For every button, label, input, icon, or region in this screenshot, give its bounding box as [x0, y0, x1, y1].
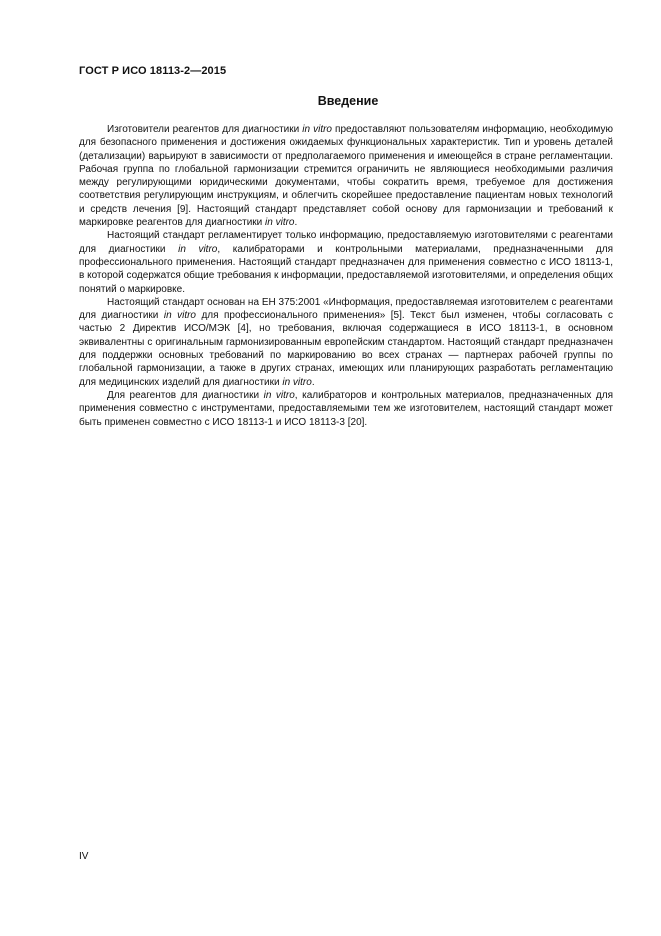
- body-text: [79, 123, 613, 429]
- paragraph: Для реагентов для диагностики in vitro, калибраторов и контрольных материалов, предназначенных для применения совместно с инструментами, предоставляемыми тем же изготовителем, настоящий стандарт может быть применен совместно с ИСО 18113-1 и ИСО 18113-3 [20].: [79, 389, 614, 428]
- paragraph: Изготовители реагентов для диагностики in vitro предоставляют пользователям информацию, необходимую для безопасного применения и достижения ожидаемых функциональных характеристик. Тип и уровень деталей (детализации) варьируют в зависимости от предполагаемого применения и имеющейся в стране регламентации. Рабочая группа по глобальной гармонизации стремится ограничить не являющиеся необходимыми различия между регулирующими юридическими документами, чтобы сократить время, требуемое для достижения соответствия регулирующим инструкциям, и облегчить скорейшее предоставление пациентам новых технологий и средств лечения [9]. Настоящий стандарт представляет собой основу для гармонизации и требований к маркировке реагентов для диагностики in vitro.: [79, 124, 614, 229]
- paragraph: Настоящий стандарт регламентирует только информацию, предоставляемую изготовителями с реагентами для диагностики in vitro, калибраторами и контрольными материалами, предназначенными для профессионального применения. Настоящий стандарт предназначен для применения совместно с ИСО 18113-1, в которой содержатся общие требования к информации, предоставляемой изготовителями, и определения общих понятий о маркировке.: [79, 230, 614, 295]
- page-number: IV: [79, 851, 89, 862]
- paragraph: Настоящий стандарт основан на ЕН 375:2001 «Информация, предоставляемая изготовителем с реагентами для диагностики in vitro для профессионального применения» [5]. Текст был изменен, чтобы согласовать с частью 2 Директив ИСО/МЭК [4], но требования, включая содержащиеся в ИСО 18113-1, в основном эквивалентны с оригинальным гармонизированным европейским стандартом. Настоящий стандарт предназначен для поддержки основных требований по маркированию во всех странах — партнерах рабочей группы по глобальной гармонизации, а также в других странах, имеющих или планирующих разработать регламентацию для медицинских изделий для диагностики in vitro.: [79, 296, 614, 388]
- section-title: Введение: [317, 94, 379, 108]
- document-header: ГОСТ Р ИСО 18113-2—2015: [79, 65, 227, 77]
